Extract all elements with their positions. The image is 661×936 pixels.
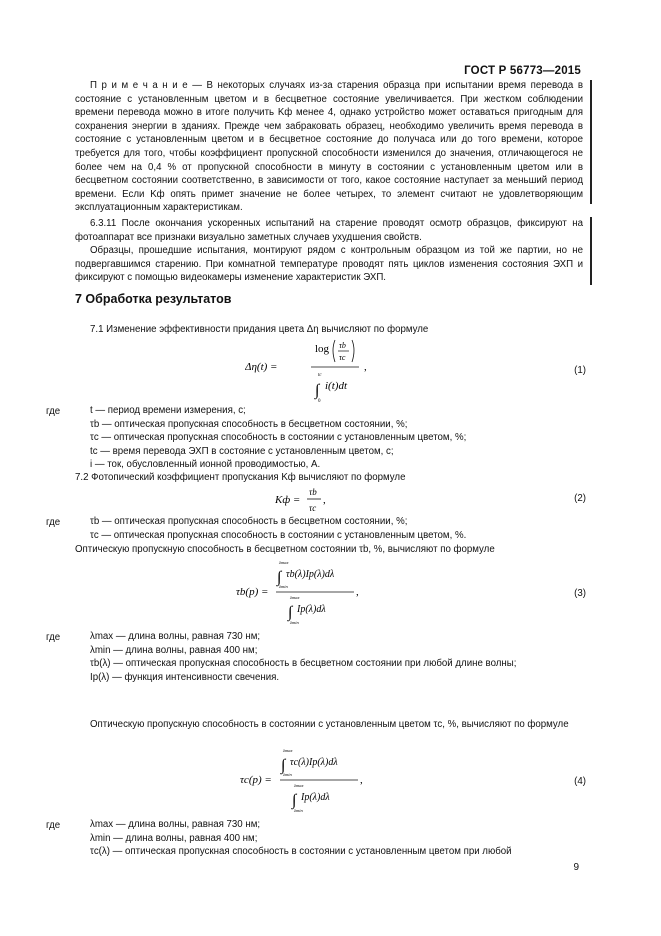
definition-item: λmin — длина волны, равная 400 нм; [90, 644, 258, 656]
eq1-log: log [315, 343, 330, 355]
eq4-num: τc(λ)Ip(λ)dλ [290, 757, 338, 768]
eq3-den-lower: λmin [290, 620, 299, 625]
definitions-4 [90, 818, 512, 859]
eq4-den-integral: ∫ [292, 792, 297, 809]
where-label: где [46, 406, 61, 417]
definition-item: Ip(λ) — функция интенсивности свечения. [90, 671, 280, 683]
clause-6-3-11 [75, 217, 583, 285]
section-title: 7 Обработка результатов [75, 292, 232, 306]
eq4-lhs: τc(p) = [240, 774, 272, 786]
eq3-den-integral: ∫ [288, 604, 293, 621]
eq1-den: i(t)dt [325, 380, 347, 392]
clause-7-2: 7.2 Фотопический коэффициент пропускания Kф вычисляют по формуле [75, 472, 406, 483]
eq1-lhs: Δη(t) = [245, 361, 278, 373]
change-bar [590, 217, 592, 285]
eq2-lhs: Kф = [275, 494, 301, 506]
eq2-number: (2) [574, 493, 586, 504]
definition-item: τb — оптическая пропускная способность в бесцветном состоянии, %; [90, 418, 408, 430]
eq3-lhs: τb(p) = [236, 586, 269, 598]
samples-paragraph: Образцы, прошедшие испытания, монтируют рядом с контрольным образцом из той же партии, но не подвергавшимся старению. При комнатной температуре проводят пять циклов изменения состояния ЭХП и фиксируют с помощью видеокамеры изменение характеристик ЭХП. [75, 245, 583, 284]
formula-2 [275, 484, 345, 516]
note-block [75, 79, 583, 215]
definition-item: i — ток, обусловленный ионной проводимостью, А. [90, 459, 321, 471]
definition-item: λmin — длина волны, равная 400 нм; [90, 832, 258, 844]
definitions-3 [90, 630, 516, 684]
formula-4 [240, 746, 370, 818]
eq4-den-upper: λmax [294, 783, 304, 788]
tb-intro: Оптическую пропускную способность в бесцветном состоянии τb, %, вычисляют по формуле [75, 544, 495, 555]
definition-item: t — период времени измерения, с; [90, 405, 246, 416]
eq4-num-upper: λmax [283, 748, 293, 753]
eq1-num-top: τb [339, 341, 346, 350]
note-label: П р и м е ч а н и е [90, 80, 188, 91]
eq1-integral: ∫ [315, 382, 320, 399]
eq1-num-bot: τc [339, 353, 346, 362]
eq3-den-upper: λmax [290, 595, 300, 600]
eq1-number: (1) [574, 365, 586, 376]
eq3-num-upper: λmax [279, 560, 289, 565]
where-label: где [46, 517, 61, 528]
definition-item: λmax — длина волны, равная 730 нм; [90, 631, 261, 642]
definitions-2 [90, 515, 466, 542]
definitions-1 [90, 404, 466, 472]
eq1-int-lower: 0 [318, 399, 321, 404]
eq2-den: τc [309, 503, 317, 513]
eq4-den: Ip(λ)dλ [301, 792, 330, 803]
eq1-int-upper: tc [318, 373, 322, 378]
where-label: где [46, 820, 61, 831]
eq2-num: τb [309, 487, 317, 497]
eq4-num-lower: λmin [283, 772, 292, 777]
tc-intro-block [75, 718, 583, 732]
where-label: где [46, 632, 61, 643]
note-text: — В некоторых случаях из-за старения образца при испытании время перевода в состояние с установленным цветом и в бесцветное состояние увеличивается. При жестком соблюдении времени перевода можно в итоге получить Kф менее 4, однако устройство может оставаться пригодным для сохранения энергии в зданиях. Прежде чем забраковать образец, необходимо увеличить время перевода в состояние с установленным цветом и в бесцветное состояние до получаса или до того времени, которое требуется для того, чтобы коэффициент пропускной способности изменился до значения, отличающегося не более чем на 0,4 % от пропускной способности в минуту в состоянии с установленным цветом или в бесцветном состоянии соответственно, в зависимости от того, какое состояние наступает за меньший период времени. Если Kф опять примет значение не более четырех, то элемент считают не удовлетворяющим эксплуатационным характеристикам. [75, 80, 583, 214]
definition-item: τc — оптическая пропускная способность в состоянии с установленным цветом, %. [90, 529, 467, 541]
definition-item: λmax — длина волны, равная 730 нм; [90, 819, 261, 830]
formula-3 [236, 558, 366, 628]
change-bar [590, 80, 592, 204]
document-code: ГОСТ Р 56773—2015 [464, 65, 581, 77]
clause-7-1: 7.1 Изменение эффективности придания цвета Δη вычисляют по формуле [90, 324, 429, 335]
definition-item: τb — оптическая пропускная способность в бесцветном состоянии, %; [90, 516, 408, 527]
page-number: 9 [573, 862, 579, 873]
eq3-num-integral: ∫ [277, 569, 282, 586]
eq1-paren-left [333, 340, 335, 362]
eq4-num-integral: ∫ [281, 757, 286, 774]
eq3-num-lower: λmin [279, 584, 288, 589]
eq3-number: (3) [574, 588, 586, 599]
eq3-comma: , [356, 586, 359, 598]
eq3-den: Ip(λ)dλ [297, 604, 326, 615]
eq1-comma: , [364, 361, 367, 373]
tc-intro: Оптическую пропускную способность в состоянии с установленным цветом τc, %, вычисляют по формуле [90, 719, 569, 730]
eq4-number: (4) [574, 776, 586, 787]
eq3-num: τb(λ)Ip(λ)dλ [286, 569, 335, 580]
definition-item: τb(λ) — оптическая пропускная способность в бесцветном состоянии при любой длине волны; [90, 658, 517, 670]
formula-1 [245, 334, 375, 406]
definition-item: τc(λ) — оптическая пропускная способность в состоянии с установленным цветом при любой [90, 846, 512, 858]
eq4-comma: , [360, 774, 363, 786]
eq1-paren-right [352, 340, 354, 362]
definition-item: tc — время перевода ЭХП в состояние с установленным цветом, с; [90, 445, 394, 457]
definition-item: τc — оптическая пропускная способность в состоянии с установленным цветом, %; [90, 432, 467, 444]
clause-6-3-11-text: 6.3.11 После окончания ускоренных испытаний на старение проводят осмотр образцов, фиксируют на фотоаппарат все признаки визуально заметных случаев ухудшения свойств. [75, 218, 583, 243]
eq4-den-lower: λmin [294, 808, 303, 813]
eq2-comma: , [323, 494, 326, 506]
